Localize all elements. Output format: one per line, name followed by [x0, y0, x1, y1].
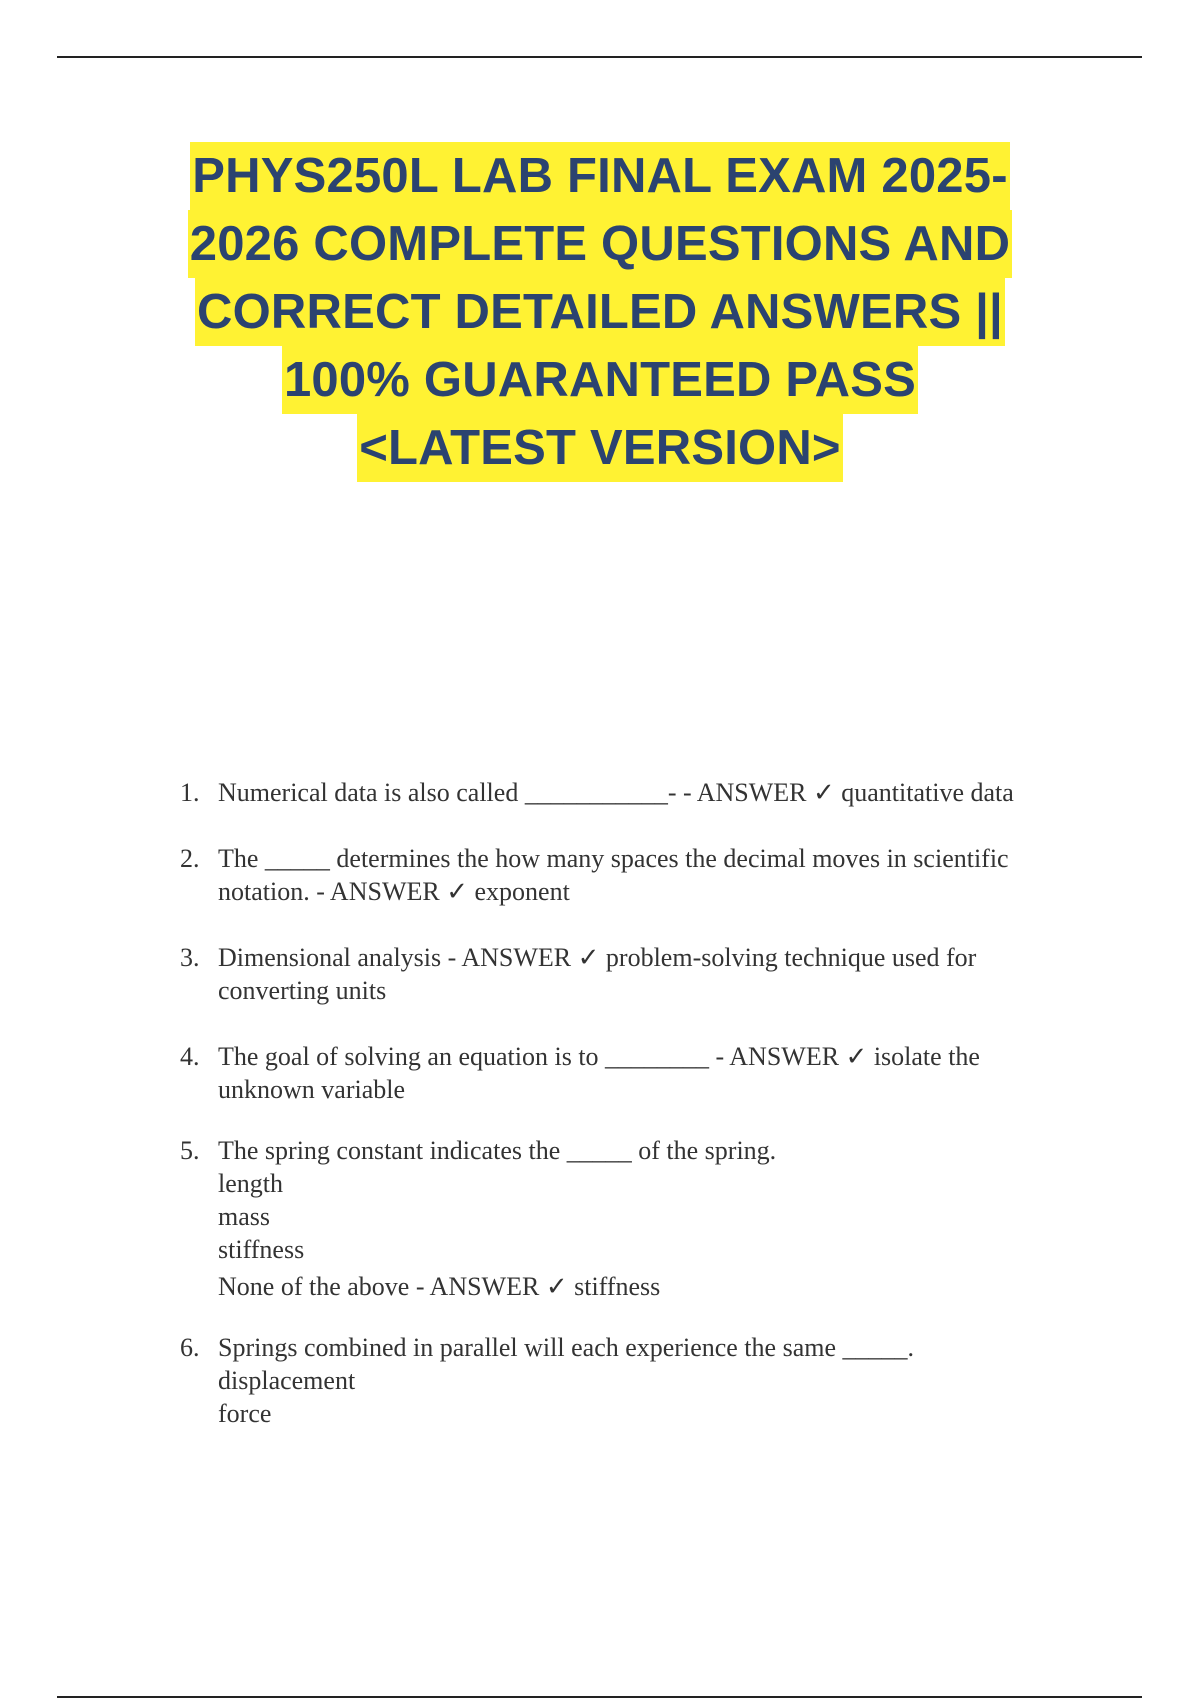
- question-number: 1.: [180, 778, 200, 807]
- question-text: [218, 1331, 1080, 1430]
- title-line-5: <LATEST VERSION>: [357, 414, 843, 482]
- question-line: The goal of solving an equation is to ________ - ANSWER ✓ isolate the: [218, 1042, 980, 1071]
- title-line-1: PHYS250L LAB FINAL EXAM 2025-: [190, 142, 1009, 210]
- bottom-rule: [57, 1696, 1142, 1698]
- title-line-2: 2026 COMPLETE QUESTIONS AND: [188, 210, 1012, 278]
- question-number: 5.: [180, 1136, 200, 1165]
- question-line: The _____ determines the how many spaces the decimal moves in scientific: [218, 844, 1009, 873]
- question-text: [218, 842, 1080, 908]
- top-rule: [57, 56, 1142, 58]
- title-line-3: CORRECT DETAILED ANSWERS ||: [195, 278, 1005, 346]
- title-line-4: 100% GUARANTEED PASS: [282, 346, 918, 414]
- question-number: 2.: [180, 844, 200, 873]
- question-item-1: [180, 776, 1080, 809]
- question-line: unknown variable: [218, 1075, 406, 1104]
- question-text: [218, 776, 1080, 809]
- question-line: Numerical data is also called ___________- - ANSWER ✓ quantitative data: [218, 778, 1014, 807]
- question-line: The spring constant indicates the _____ of the spring.: [218, 1136, 777, 1165]
- question-item-4: [180, 1040, 1080, 1106]
- question-item-2: [180, 842, 1080, 908]
- answer-option: length: [218, 1169, 283, 1198]
- question-line: Springs combined in parallel will each experience the same _____.: [218, 1333, 914, 1362]
- answer-option: stiffness: [218, 1235, 305, 1264]
- question-line: converting units: [218, 976, 387, 1005]
- question-text: [218, 941, 1080, 1007]
- answer-option: displacement: [218, 1366, 356, 1395]
- question-text: [218, 1040, 1080, 1106]
- question-item-3: [180, 941, 1080, 1007]
- document-title: [120, 142, 1080, 482]
- question-list: [180, 776, 1080, 1430]
- question-item-6: [180, 1331, 1080, 1430]
- answer-option: mass: [218, 1202, 270, 1231]
- answer-option: force: [218, 1399, 272, 1428]
- question-line: notation. - ANSWER ✓ exponent: [218, 877, 570, 906]
- question-number: 4.: [180, 1042, 200, 1071]
- question-number: 3.: [180, 943, 200, 972]
- question-text: [218, 1134, 1080, 1303]
- question-item-5: [180, 1134, 1080, 1303]
- question-number: 6.: [180, 1333, 200, 1362]
- question-line: Dimensional analysis - ANSWER ✓ problem-solving technique used for: [218, 943, 977, 972]
- answer-option: None of the above - ANSWER ✓ stiffness: [218, 1272, 661, 1301]
